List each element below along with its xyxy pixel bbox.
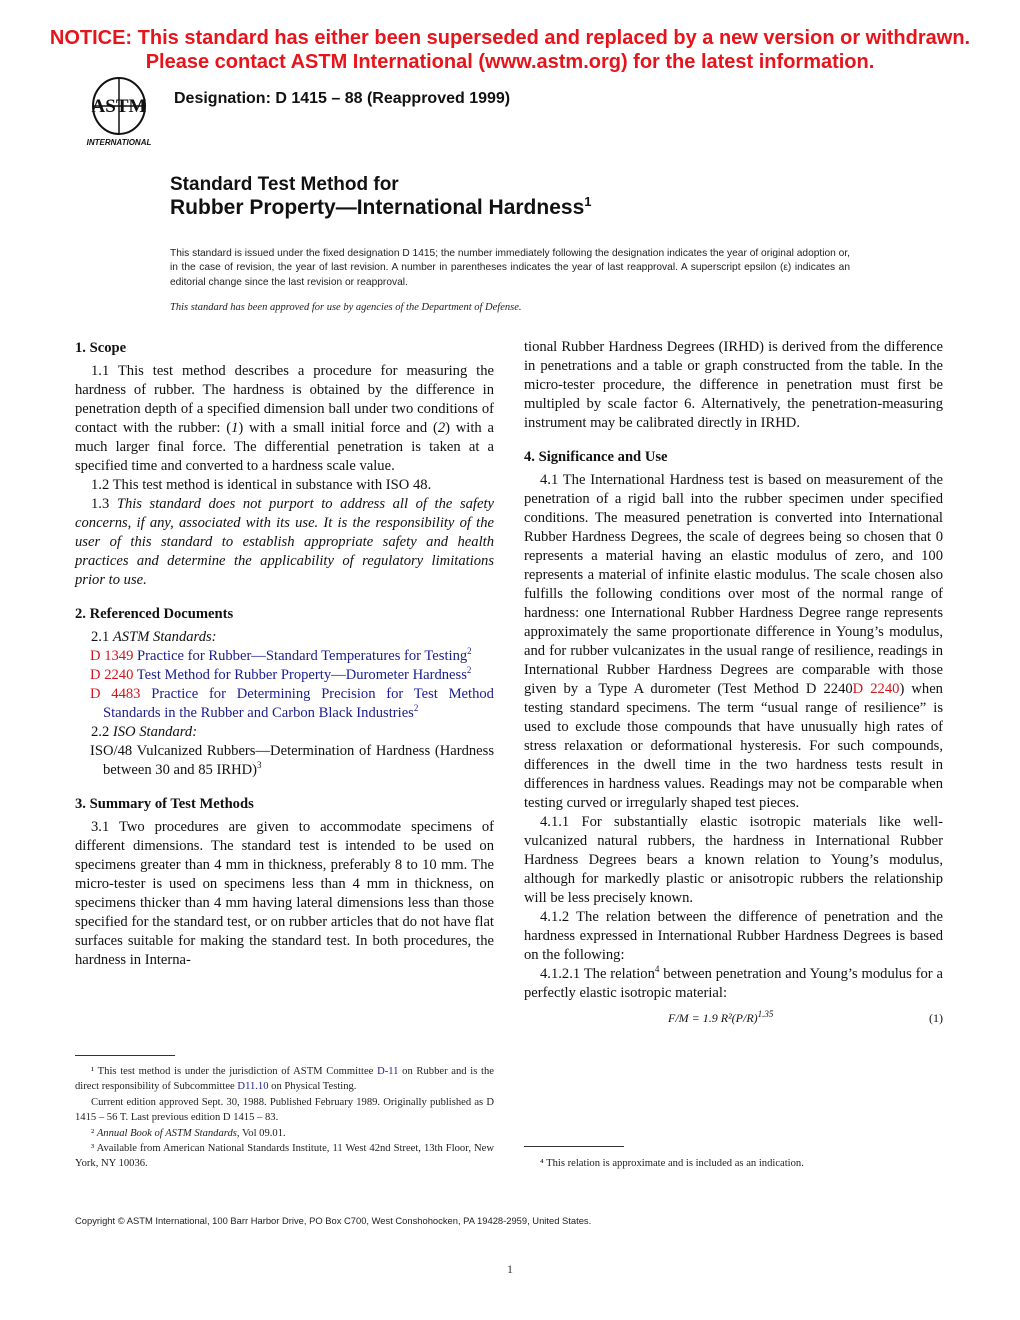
scope-1-1-a: 1.1 This test method describes a procedure for measuring the hardness of rubber. The hardness is obtained by the difference in penetration depth of a specified dimension ball under two conditions of contact with the rubber: ( (75, 363, 494, 436)
ref-d2240-code[interactable]: D 2240 (90, 667, 134, 683)
significance-4-1-b: ) when testing standard specimens. The term “usual range of resilience” is used to exclude those compounds that have unusually high rates of stress relaxation or deformational hysteresis. For such compounds, differences in the dwell time in the two hardness tests result in differences in hardness values. Readings may not be comparable when testing curved or irregularly shaped test pieces. (524, 681, 943, 811)
notice-line-2: Please contact ASTM International (www.astm.org) for the latest information. (145, 51, 875, 73)
astm-standards-text: ASTM Standards: (112, 629, 217, 645)
significance-4-1-1: 4.1.1 For substantially elastic isotropic materials like well-vulcanized natural rubbers, the hardness in International Rubber Hardness Degrees bears a known relation to Young’s modulus, although for markedly plastic or anisotropic rubbers the relationship will be less precisely known. (524, 814, 943, 906)
significance-4-1-2-1 (524, 965, 943, 1003)
ref-d1349-title[interactable]: Practice for Rubber—Standard Temperatures for Testing (133, 648, 468, 664)
d2240-link[interactable]: D 2240 (852, 681, 900, 697)
summary-3-1-cont: tional Rubber Hardness Degrees (IRHD) is derived from the difference in penetrations and a table or graph constructed from the table. In the micro-tester procedure, the difference in penetration must first be multipled by scale factor 6. Alternatively, the penetration-measuring instrument may be calibrated directly in IRHD. (524, 339, 943, 431)
right-footnote-rule (524, 1146, 624, 1147)
ref-d2240[interactable] (75, 666, 494, 685)
equation-text (668, 1009, 773, 1028)
iso-standard-text: ISO Standard: (112, 724, 198, 740)
page-number: 1 (507, 1262, 513, 1276)
ref-d1349[interactable] (75, 647, 494, 666)
ref-d4483-sup: 2 (413, 703, 419, 714)
astm-logo (78, 72, 160, 148)
left-footnotes (75, 1064, 494, 1172)
significance-4-1-2-1-a: 4.1.2.1 The relation (540, 966, 655, 982)
equation-exponent: 1.35 (757, 1009, 774, 1019)
scope-1-1-b: ) with a small initial force and ( (238, 420, 438, 436)
dod-approval: This standard has been approved for use by agencies of the Department of Defense. (170, 302, 522, 313)
iso-48-text: ISO/48 Vulcanized Rubbers—Determination of Hardness (Hardness between 30 and 85 IRHD) (90, 743, 494, 778)
ref-d4483[interactable] (75, 685, 494, 723)
scope-1-1-n1: 1 (231, 420, 239, 436)
scope-1-1-n2: 2 (437, 420, 446, 436)
footnote-3: ³ Available from American National Standards Institute, 11 West 42nd Street, 13th Floor, New York, NY 10036. (75, 1143, 494, 1170)
significance-4-1-a: 4.1 The International Hardness test is based on measurement of the penetration of a rigid ball into the rubber specimen under specified conditions. The measured penetration is converted into International Rubber Hardness Degrees, the scale of degrees being so chosen that 0 represents a material having an elastic modulus of zero, and 100 represents a material of infinite elastic modulus. The scale chosen also fulfills the following conditions over most of the normal range of hardness: one International Rubber Hardness Degree range represents approximately the same proportionate difference in Young’s modulus, and for rubber vulcanizates in the usual range of resilience, readings in International Rubber Hardness Degrees are comparable with those given by a Type A durometer (Test Method D 2240 (524, 472, 943, 697)
ref-d2240-sup: 2 (466, 665, 472, 676)
committee-d11-link[interactable]: D-11 (377, 1066, 399, 1077)
footnote-1 (75, 1064, 494, 1095)
issued-statement: This standard is issued under the fixed designation D 1415; the number immediately following the designation indicates the year of original adoption or, in the case of revision, the year of last revision. A number in parentheses indicates the year of last reapproval. A superscript epsilon (ε) indicates an editorial change since the last revision or reapproval. (170, 248, 850, 288)
logo-letters: ASTM (91, 96, 147, 117)
scope-heading: 1. Scope (75, 340, 127, 356)
right-column (524, 338, 943, 1028)
scope-1-3 (75, 495, 494, 590)
designation: Designation: D 1415 – 88 (Reapproved 1999) (174, 90, 511, 107)
footnote-2 (75, 1126, 494, 1141)
ref-d4483-code[interactable]: D 4483 (90, 686, 141, 702)
ref-d4483-title[interactable]: Practice for Determining Precision for Test Method Standards in the Rubber and Carbon Black Industries (103, 686, 494, 721)
footnote-1-a: ¹ This test method is under the jurisdiction of ASTM Committee (91, 1066, 378, 1077)
right-footnotes (524, 1156, 943, 1171)
scope-1-3-text: This standard does not purport to address all of the safety concerns, if any, associated with its use. It is the responsibility of the user of this standard to establish appropriate safety and health practices and determine the applicability of regulatory limitations prior to use. (75, 496, 494, 588)
left-footnote-rule (75, 1055, 175, 1056)
summary-3-1: 3.1 Two procedures are given to accommodate specimens of different dimensions. The standard test is intended to be used on specimens greater than 4 mm in thickness, preferably 8 to 10 mm. The micro-tester is used on specimens less than 4 mm in thickness, on specimens thicker than 4 mm having lateral dimensions less than those specified for the standard test, or on rubber articles that do not have flat surfaces suitable for making the standard test. In both procedures, the hardness in Interna- (75, 819, 494, 968)
iso-standard-num: 2.2 (91, 724, 113, 740)
footnote-2-rest: , Vol 09.01. (236, 1127, 286, 1139)
significance-4-1 (524, 471, 943, 813)
relation-footnote-mark: 4 (654, 964, 660, 975)
significance-4-1-2-1-b: between penetration and Young’s modulus for a perfectly elastic isotropic material: (524, 966, 943, 1001)
logo-word: INTERNATIONAL (86, 138, 152, 147)
footnote-edition: Current edition approved Sept. 30, 1988. Published February 1989. Originally published as D 1415 – 56 T. Last previous edition D 1415 – 83. (75, 1096, 494, 1124)
equation-number: (1) (929, 1011, 943, 1025)
iso-standard-label (75, 723, 494, 742)
title-line-1: Standard Test Method for (170, 174, 399, 195)
title-line-2 (170, 196, 591, 220)
iso-48-entry (75, 742, 494, 780)
title-footnote-mark: 1 (584, 194, 592, 209)
significance-4-1-2: 4.1.2 The relation between the difference of penetration and the hardness expressed in International Rubber Hardness Degrees is based on the following: (524, 909, 943, 963)
ref-d1349-sup: 2 (467, 646, 472, 657)
iso-48-sup: 3 (257, 760, 262, 771)
referenced-heading: 2. Referenced Documents (75, 606, 234, 622)
footnote-1-b: on Rubber and is the direct responsibility of Subcommittee (75, 1066, 494, 1093)
subcommittee-d1110-link[interactable]: D11.10 (237, 1081, 269, 1093)
left-column (75, 338, 494, 970)
footnote-2-mark: ² (91, 1127, 97, 1139)
significance-heading: 4. Significance and Use (524, 449, 668, 465)
scope-1-1-c: ) with a much larger final force. The differential penetration is taken at a specified time and converted to a hardness scale value. (75, 420, 494, 474)
scope-1-1 (75, 362, 494, 476)
astm-standards-num: 2.1 (91, 629, 113, 645)
footnote-1-c: on Physical Testing. (268, 1081, 357, 1093)
title-text: Rubber Property—International Hardness (170, 196, 585, 219)
astm-standards-label (75, 628, 494, 647)
summary-heading: 3. Summary of Test Methods (75, 796, 254, 812)
withdrawn-notice (0, 26, 1020, 74)
copyright: Copyright © ASTM International, 100 Barr Harbor Drive, PO Box C700, West Conshohocken, PA 19428-2959, United States. (75, 1215, 592, 1226)
ref-d1349-code[interactable]: D 1349 (90, 648, 134, 664)
equation-1 (524, 1009, 943, 1028)
notice-line-1: NOTICE: This standard has either been superseded and replaced by a new version or withdrawn. (49, 27, 971, 49)
footnote-2-italic: Annual Book of ASTM Standards (96, 1127, 237, 1139)
equation-body: F/M = 1.9 R²(P/R) (668, 1011, 758, 1025)
footnote-4: ⁴ This relation is approximate and is included as an indication. (540, 1158, 804, 1169)
ref-d2240-title[interactable]: Test Method for Rubber Property—Durometer Hardness (133, 667, 467, 683)
scope-1-2: 1.2 This test method is identical in substance with ISO 48. (91, 477, 432, 493)
scope-1-3-num: 1.3 (91, 496, 117, 512)
